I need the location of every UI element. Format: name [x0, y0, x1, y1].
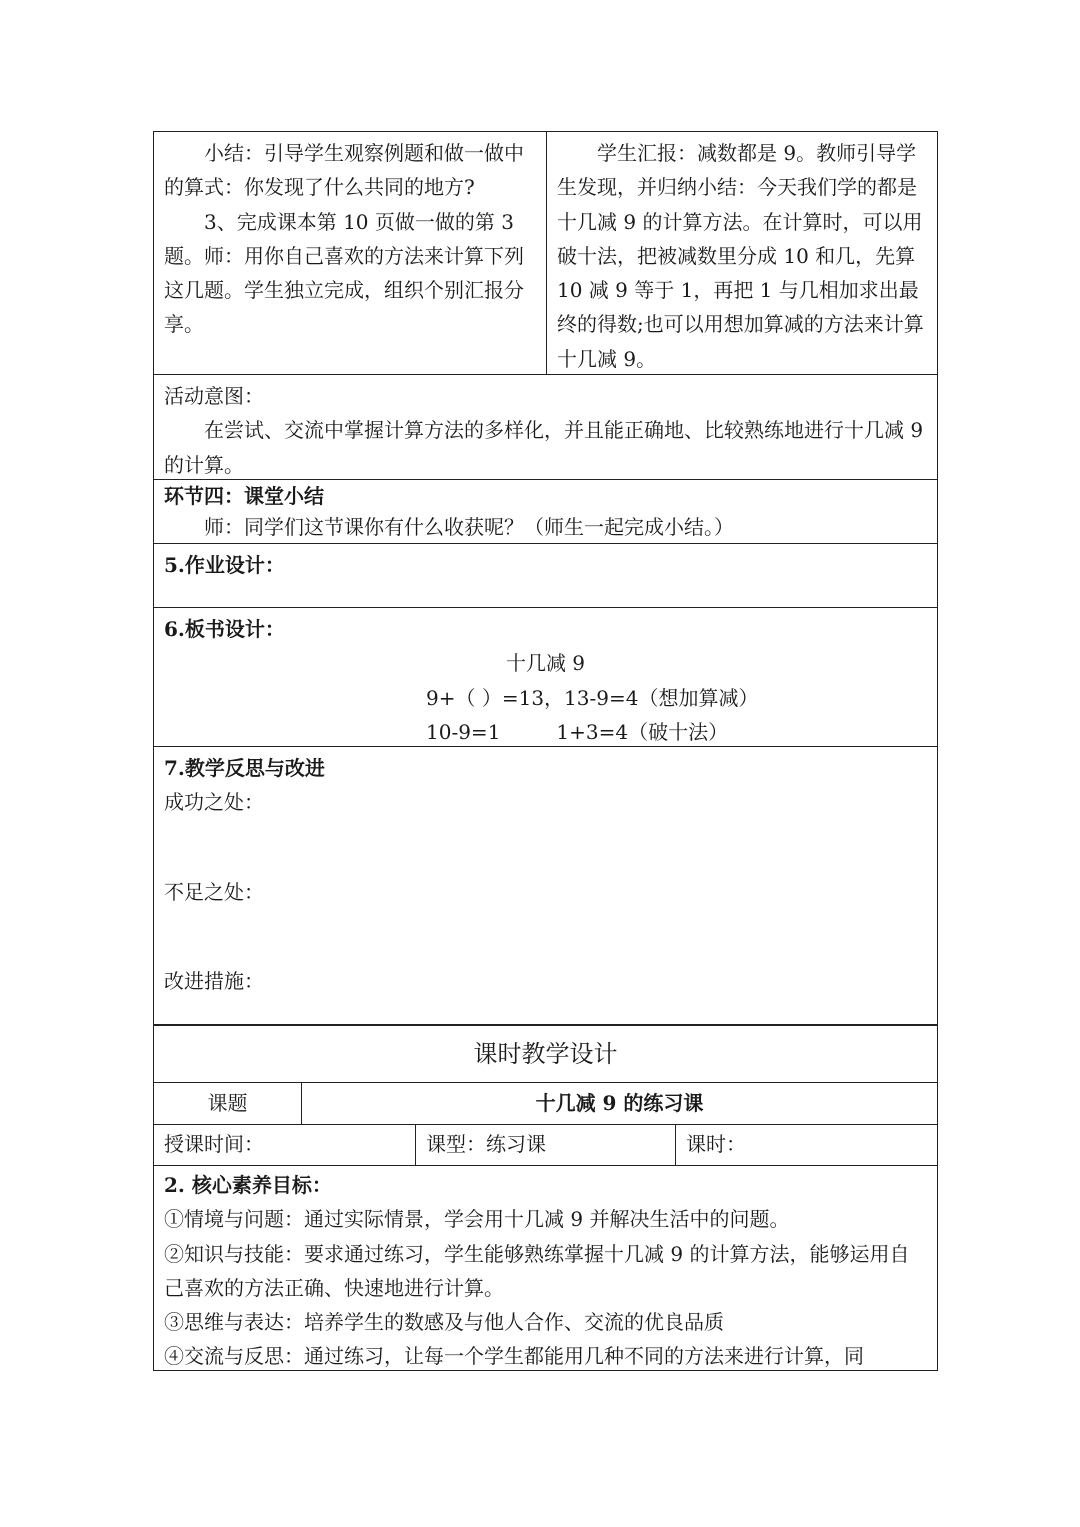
- summary-text: 小结：引导学生观察例题和做一做中的算式：你发现了什么共同的地方?: [164, 141, 524, 200]
- lesson-design-table: [153, 1024, 938, 1371]
- topic-row: [154, 1083, 937, 1125]
- intent-row: [154, 375, 937, 480]
- student-activity-cell: [546, 132, 937, 374]
- board-line-2a: 10-9=1: [426, 719, 501, 744]
- reflection-success: 成功之处：: [164, 790, 264, 815]
- homework-row: [154, 544, 937, 608]
- goals-title: 2. 核心素养目标：: [164, 1173, 332, 1197]
- time-cell: [154, 1125, 415, 1165]
- goal-2: ②知识与技能：要求通过练习，学生能够熟练掌握十几减 9 的计算方法，能够运用自己喜欢的方法正确、快速地进行计算。: [164, 1241, 910, 1300]
- homework-title: 5.作业设计：: [164, 553, 285, 577]
- board-row: [154, 608, 937, 747]
- goal-1: ①情境与问题：通过实际情景，学会用十几减 9 并解决生活中的问题。: [164, 1207, 790, 1232]
- intent-text: 在尝试、交流中掌握计算方法的多样化，并且能正确地、比较熟练地进行十几减 9 的计算。: [164, 418, 924, 477]
- student-report-text: 学生汇报：减数都是 9。教师引导学生发现，并归纳小结：今天我们学的都是十几减 9 的计算方法。在计算时，可以用破十法，把被减数里分成 10 和几，先算 10 减 9 等于 1，再把 1 与几相加求出最终的得数;也可以用想加算减的方法来计算十几减 9。: [557, 141, 924, 371]
- goal-4: ④交流与反思：通过练习，让每一个学生都能用几种不同的方法来进行计算，同: [164, 1344, 864, 1369]
- topic-label-cell: [154, 1083, 301, 1124]
- reflection-improve: 改进措施：: [164, 968, 264, 993]
- period-label: 课时：: [686, 1132, 746, 1156]
- reflection-shortcoming: 不足之处：: [164, 879, 264, 904]
- period-cell: [675, 1125, 937, 1165]
- teacher-activity-cell: [154, 132, 546, 374]
- type-label: 课型：练习课: [426, 1132, 546, 1156]
- reflection-row: [154, 747, 937, 1027]
- time-label: 授课时间：: [164, 1132, 264, 1156]
- intent-label: 活动意图：: [164, 384, 264, 408]
- summary-row: [154, 132, 937, 375]
- step4-row: [154, 480, 937, 544]
- design-title: 课时教学设计: [473, 1040, 618, 1068]
- type-cell: [415, 1125, 675, 1165]
- board-line-2b: 1+3=4（破十法）: [556, 719, 729, 744]
- topic-label: 课题: [207, 1091, 248, 1115]
- design-title-row: [154, 1025, 937, 1083]
- topic-value: 十几减 9 的练习课: [535, 1091, 704, 1115]
- board-line-1: 9+（ ）=13，13-9=4（想加算减）: [426, 685, 759, 710]
- meta-row: [154, 1125, 937, 1166]
- topic-value-cell: [301, 1083, 937, 1124]
- step4-title: 环节四：课堂小结: [164, 484, 324, 508]
- board-heading: 十几减 9: [505, 651, 586, 676]
- exercise-text: 3、完成课本第 10 页做一做的第 3 题。师：用你自己喜欢的方法来计算下列这几题。学生独立完成，组织个别汇报分享。: [164, 209, 524, 337]
- goal-3: ③思维与表达：培养学生的数感及与他人合作、交流的优良品质: [164, 1310, 724, 1335]
- lesson-table-continued: [153, 131, 938, 1026]
- goals-row: [154, 1166, 937, 1370]
- step4-text: 师：同学们这节课你有什么收获呢？（师生一起完成小结。）: [204, 515, 734, 539]
- board-title: 6.板书设计：: [164, 617, 285, 641]
- reflection-title: 7.教学反思与改进: [164, 756, 325, 780]
